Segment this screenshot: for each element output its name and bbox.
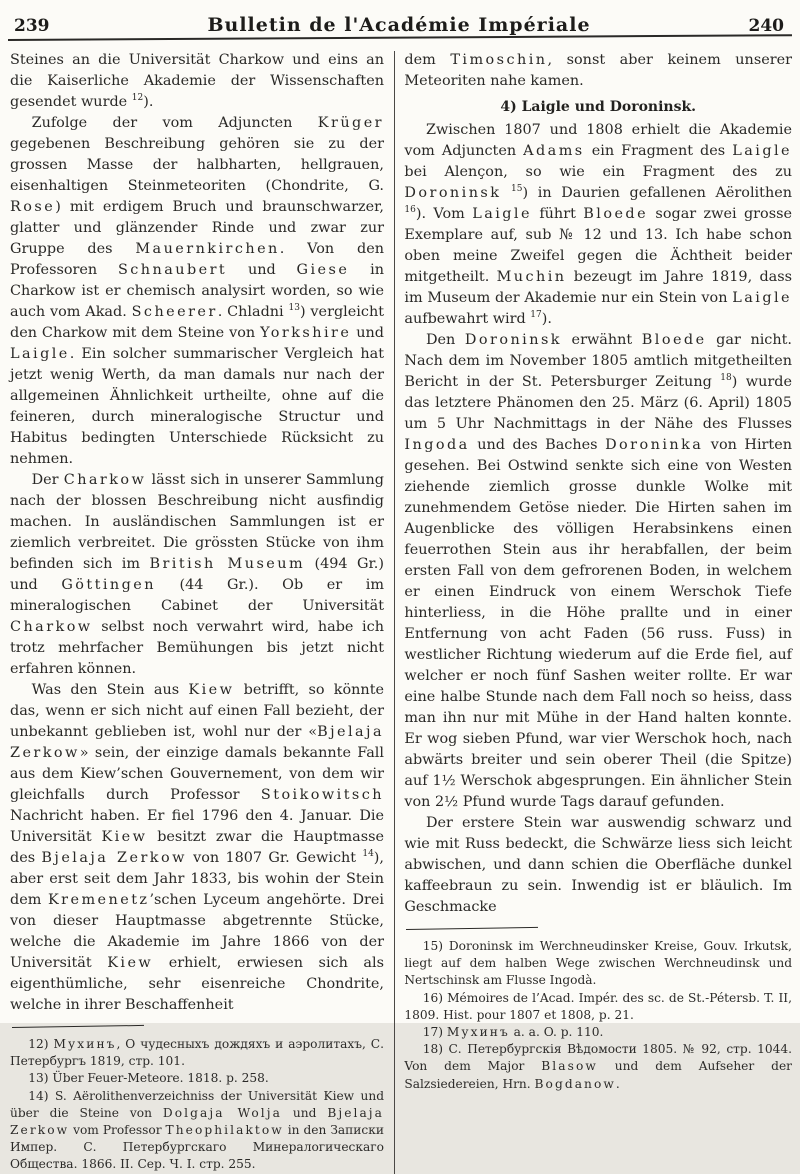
text-run: und — [281, 1105, 328, 1120]
right-column-body — [404, 50, 792, 918]
spaced-name: Laigle — [732, 290, 792, 306]
left-column — [10, 50, 394, 1174]
footnote-marker: 18 — [720, 373, 732, 384]
footnote — [404, 1024, 792, 1041]
spaced-name: British Museum — [149, 556, 306, 572]
text-run: Der — [31, 472, 64, 488]
spaced-name: Laigle — [10, 346, 70, 362]
text-run: und dem Aufseher der Salzsiedereien, Hrn. — [404, 1059, 792, 1091]
spaced-name: Bjelaja Zerkow — [41, 850, 187, 866]
text-run: (44 Gr.). Ob er im mineralogischen Cabinet der Universität — [10, 577, 384, 614]
journal-title: Bulletin de l'Académie Impériale — [207, 14, 591, 36]
text-run — [501, 185, 511, 201]
text-run: und — [351, 325, 384, 341]
page-number-left: 239 — [14, 16, 50, 36]
text-run: 15) Doroninsk im Werchneudinsker Kreise, Gouv. Irkutsk, liegt auf dem halben Wege zwischen Werchneudinsk und Nertschinsk am Flusse Ingodà. — [404, 939, 792, 988]
spaced-name: Theophilaktow — [165, 1123, 284, 1138]
text-run: selbst noch verwahrt wird, habe ich trotz mehrfacher Bemühungen bis jetzt nicht erfahren können. — [10, 619, 384, 677]
text-run: bei Alençon, so wie ein Fragment des zu — [404, 164, 792, 180]
spaced-name: Мухинъ — [446, 1025, 510, 1040]
spaced-name: Rose — [10, 199, 56, 215]
spaced-name: Bjelaja Zerkow — [10, 1105, 385, 1138]
spaced-name: Muchin — [496, 269, 567, 285]
spaced-name: Kiew — [101, 829, 148, 845]
text-run: vom Professor — [69, 1123, 166, 1138]
spaced-name: Bogdanow — [534, 1076, 616, 1091]
text-run: ’schen Lyceum angehörte. Drei von dieser Hauptmasse abgetrennte Stücke, welche die Akademie im Jahre 1866 von der Universität — [10, 892, 385, 971]
text-run: ) wurde das letztere Phänomen den 25. März (6. April) 1805 um 5 Uhr Nachmittags in der Nähe des Flusses — [404, 374, 792, 432]
right-column-footnotes — [404, 938, 792, 1093]
text-run: in den Записки Импер. С. Петербургскаго Минералогическаго Общества. 1866. II. Сер. Ч. I. стр. 255. — [10, 1123, 384, 1172]
text-run: , sonst aber keinem unserer Meteoriten nahe kamen. — [404, 52, 792, 89]
right-column — [395, 50, 792, 1174]
section-heading — [404, 99, 792, 115]
footnote — [404, 990, 792, 1024]
text-run: ) mit erdigem Bruch und braunschwarzer, glatter und glänzender Rinde und zwar zur Gruppe des — [10, 199, 384, 257]
footnote-marker: 14 — [362, 849, 374, 860]
text-run: 18) С. Петербургскія Вѣдомости 1805. № 92, стр. 1044. Von dem Major — [404, 1042, 792, 1074]
footnote-marker: 15 — [511, 184, 523, 195]
text-run: und — [227, 262, 297, 278]
spaced-name: Kremenetz — [47, 892, 150, 908]
text-run: ), aber erst seit dem Jahr 1833, bis wohin der Stein dem — [10, 850, 384, 908]
spaced-name: Scheerer — [131, 304, 218, 320]
page-header — [0, 0, 800, 36]
text-run: Steines an die Universität Charkow und eins an die Kaiserliche Akademie der Wissenschaften gesendet wurde — [10, 52, 384, 110]
text-run: a. a. O. p. 110. — [509, 1025, 604, 1040]
text-run: ). — [541, 311, 552, 327]
text-run: in Charkow ist er chemisch analysirt worden, so wie auch vom Akad. — [10, 262, 384, 320]
spaced-name: Göttingen — [61, 577, 156, 593]
paragraph — [10, 50, 384, 113]
text-run: 16) Mémoires de l’Acad. Impér. des sc. de St.-Pétersb. T. II, 1809. Hist. pour 1807 et 1808, p. 21. — [404, 990, 792, 1022]
footnote — [10, 1070, 384, 1087]
text-run: . Ein solcher summarischer Vergleich hat jetzt wenig Werth, da man damals nur nach der allgemeinen Ähnlichkeit urtheilte, ohne auf die feineren, durch mineralogische Structur und Habitus bedingten Unterschiede Rücksicht zu nehmen. — [10, 346, 384, 467]
spaced-name: Timoschin — [450, 52, 548, 68]
text-run: besitzt zwar die Hauptmasse des — [10, 829, 384, 866]
text-run: Nachricht haben. Er fiel 1796 den 4. Januar. Die Universität — [10, 808, 384, 845]
footnote-marker: 12 — [131, 93, 144, 104]
page-number-right: 240 — [748, 16, 784, 36]
spaced-name: Stoikowitsch — [260, 787, 384, 803]
text-run: gegebenen Beschreibung gehören sie zu der grossen Masse der halbharten, hellgrauen, eisenhaltigen Steinmeteoriten (Chondrite, G. — [10, 136, 384, 194]
text-run: ) in Daurien gefallenen Aërolithen — [522, 185, 792, 201]
text-run: Den — [425, 332, 465, 348]
text-run: erwähnt — [561, 332, 642, 348]
paragraph — [10, 470, 384, 680]
text-run: Der erstere Stein war auswendig schwarz und wie mit Russ bedeckt, die Schwärze liess sich leicht abwischen, und dann schien die Oberfläche dunkel kaffeebraun zu sein. Inwendig ist er bläulich. Im Geschmacke — [404, 815, 792, 915]
spaced-name: Doroninsk — [404, 185, 502, 201]
text-columns — [0, 41, 800, 1174]
text-run: von Hirten gesehen. Bei Ostwind senkte sich eine von Westen ziehende ziemlich grosse dunkle Wolke mit zunehmendem Getöse nieder. Die Hirten sahen im Augenblicke des völligen Herabsinkens einen feuerrothen Stein aus ihr herabfallen, der beim ersten Fall von dem gefrorenen Boden, in welchem er einen Eindruck von einem Werschok Tiefe hinterliess, in die Höhe prallte und in einer Entfernung von acht Faden (56 russ. Fuss) in westlicher Richtung wiederum auf die Erde fiel, auf welcher er noch fünf Sashen weiter rollte. Er war eine halbe Stunde nach dem Fall noch so heiss, dass man ihn nur mit Mühe in der Hand halten konnte. Er wog sieben Pfund, war vier Werschok hoch, nach abwärts breiter und sein oberer Theil (die Spitze) auf 1½ Werschok abgesprungen. Ein ähnlicher Stein von 2½ Pfund wurde Tags darauf gefunden. — [404, 437, 792, 810]
text-run: bezeugt im Jahre 1819, dass im Museum der Akademie nur ein Stein von — [404, 269, 793, 306]
text-run: ). — [143, 94, 154, 110]
spaced-name: Doroninka — [605, 437, 704, 453]
text-run: 4) Laigle und Doroninsk. — [500, 99, 697, 115]
spaced-name: Charkow — [10, 619, 93, 635]
text-run: 14) S. Aërolithenverzeichniss der Universität Kiew und über die Steine von — [10, 1088, 384, 1120]
footnote — [404, 1041, 792, 1093]
footnote — [404, 938, 792, 990]
text-run: erhielt, erwiesen sich als eigenthümliche, sehr eisenreiche Chondrite, welche in ihrer Beschaffenheit — [10, 955, 384, 1013]
spaced-name: Giese — [296, 262, 350, 278]
text-run: betrifft, so könnte das, wenn er sich nicht auf einen Fall bezieht, der unbekannt geblieben ist, wohl nur der « — [10, 682, 384, 740]
text-run: und des Baches — [469, 437, 606, 453]
text-run: » sein, der einzige damals bekannte Fall aus dem Kiew’schen Gouvernement, von dem wir gleichfalls durch Professor — [10, 745, 384, 803]
spaced-name: Bloede — [641, 332, 707, 348]
spaced-name: Мухинъ — [53, 1037, 117, 1051]
spaced-name: Charkow — [63, 472, 147, 488]
text-run: Was den Stein aus — [31, 682, 189, 698]
text-run: . Chladni — [217, 304, 289, 320]
text-run: ein Fragment des — [584, 143, 733, 159]
text-run: 13) Über Feuer-Meteore. 1818. p. 258. — [28, 1071, 269, 1086]
text-run: Zufolge der vom Adjuncten — [31, 115, 318, 131]
spaced-name: Bloede — [583, 206, 649, 222]
left-column-footnotes — [10, 1036, 384, 1174]
spaced-name: Mauernkirchen — [135, 241, 280, 257]
spaced-name: Yorkshire — [260, 325, 352, 341]
footnote — [10, 1036, 384, 1070]
spaced-name: Dolgaja Wolja — [162, 1105, 282, 1120]
footnote-marker: 16 — [404, 205, 416, 216]
spaced-name: Laigle — [472, 206, 532, 222]
text-run: Zwischen 1807 und 1808 erhielt die Akademie vom Adjuncten — [404, 122, 792, 159]
left-footnote-separator — [12, 1025, 144, 1028]
text-run: . Von den Professoren — [10, 241, 384, 278]
text-run: lässt sich in unserer Sammlung nach der blossen Beschreibung nicht ausfindig machen. In ausländischen Sammlungen ist er ziemlich verbreitet. Die grössten Stücke von ihm befinden sich im — [10, 472, 384, 572]
spaced-name: Kiew — [107, 955, 154, 971]
text-run: sogar zwei grosse Exemplare auf, sub № 12 und 13. Ich habe schon oben meine Zweifel gegen die Ächtheit beider mitgetheilt. — [404, 206, 792, 285]
spaced-name: Doroninsk — [464, 332, 562, 348]
text-run: (494 Gr.) und — [10, 556, 384, 593]
text-run: aufbewahrt wird — [404, 311, 531, 327]
paragraph — [404, 330, 792, 813]
footnote-marker: 13 — [288, 303, 300, 314]
text-run: ). Vom — [415, 206, 473, 222]
spaced-name: Schnaubert — [117, 262, 228, 278]
paragraph — [404, 813, 792, 918]
text-run: dem — [404, 52, 451, 68]
text-run: 17) — [422, 1025, 447, 1040]
spaced-name: Ingoda — [404, 437, 470, 453]
text-run: . — [615, 1076, 620, 1091]
spaced-name: Blasow — [541, 1059, 598, 1074]
left-column-body — [10, 50, 384, 1016]
text-run: führt — [531, 206, 584, 222]
text-run: 12) — [28, 1037, 54, 1051]
spaced-name: Adams — [523, 143, 585, 159]
spaced-name: Laigle — [732, 143, 792, 159]
spaced-name: Bjelaja Zerkow — [10, 724, 384, 761]
paragraph — [10, 680, 384, 1016]
text-run: von 1807 Gr. Gewicht — [186, 850, 363, 866]
footnote — [10, 1088, 384, 1174]
paragraph — [10, 113, 384, 470]
text-run: , О чудесныхъ дождяхъ и аэролитахъ, С. Петербургъ 1819, стр. 101. — [10, 1037, 384, 1069]
spaced-name: Krüger — [317, 115, 384, 131]
paragraph — [404, 50, 792, 92]
spaced-name: Kiew — [188, 682, 235, 698]
right-footnote-separator — [406, 927, 538, 930]
footnote-marker: 17 — [530, 310, 542, 321]
paragraph — [404, 120, 792, 330]
text-run: gar nicht. Nach dem im November 1805 amtlich mitgetheilten Bericht in der St. Petersburger Zeitung — [404, 332, 792, 390]
text-run: ) vergleicht den Charkow mit dem Steine von — [10, 304, 384, 341]
